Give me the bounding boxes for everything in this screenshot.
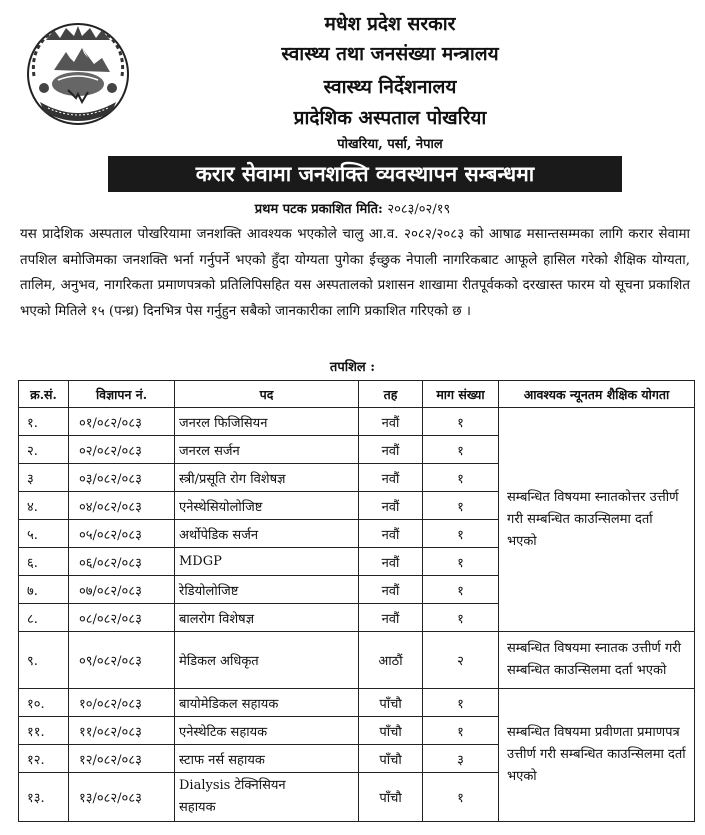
row-count: १ — [423, 604, 499, 632]
row-level: नवौं — [359, 464, 423, 492]
qualification-postgraduate: सम्बन्धित विषयमा स्नातकोत्तर उत्तीर्ण गरी सम्बन्धित काउन्सिलमा दर्ता भएको — [499, 408, 695, 632]
row-advertisement-no: १२/०८२/०८३ — [69, 745, 175, 773]
row-advertisement-no: १०/०८२/०८३ — [69, 689, 175, 717]
row-post: स्टाफ नर्स सहायक — [175, 745, 359, 773]
row-count: १ — [423, 773, 499, 822]
details-heading: तपशिल : — [329, 360, 376, 375]
row-count: ३ — [423, 745, 499, 773]
header-post: पद — [175, 381, 359, 408]
row-level: आठौं — [359, 632, 423, 689]
ministry-heading: स्वास्थ्य तथा जनसंख्या मन्त्रालय — [281, 43, 499, 65]
row-post: बायोमेडिकल सहायक — [175, 689, 359, 717]
row-post: अर्थोपेडिक सर्जन — [175, 520, 359, 548]
table-row — [19, 689, 695, 717]
province-government-heading: मधेश प्रदेश सरकार — [324, 13, 456, 35]
row-count: १ — [423, 717, 499, 745]
row-level: नवौं — [359, 436, 423, 464]
row-level: पाँचौ — [359, 745, 423, 773]
row-post: जनरल सर्जन — [175, 436, 359, 464]
nepal-government-emblem-icon — [24, 18, 132, 128]
row-level: पाँचौ — [359, 773, 423, 822]
row-level: पाँचौ — [359, 689, 423, 717]
notice-title-banner: करार सेवामा जनशक्ति व्यवस्थापन सम्बन्धमा — [108, 156, 622, 192]
row-level: नवौं — [359, 520, 423, 548]
header-level: तह — [359, 381, 423, 408]
row-post: एनेस्थेसियोलोजिष्ट — [175, 492, 359, 520]
row-serial: ६. — [19, 548, 69, 576]
table-row — [19, 408, 695, 436]
row-advertisement-no: ०४/०८२/०८३ — [69, 492, 175, 520]
row-advertisement-no: ०२/०८२/०८३ — [69, 436, 175, 464]
row-count: १ — [423, 576, 499, 604]
row-post: रेडियोलोजिष्ट — [175, 576, 359, 604]
row-serial: १२. — [19, 745, 69, 773]
publication-date-value: २०८३/०२/१९ — [387, 202, 451, 217]
hospital-heading: प्रादेशिक अस्पताल पोखरिया — [293, 107, 487, 129]
row-advertisement-no: १३/०८२/०८३ — [69, 773, 175, 822]
publication-date-label: प्रथम पटक प्रकाशित मिति: — [254, 202, 383, 217]
row-count: २ — [423, 632, 499, 689]
row-count: १ — [423, 436, 499, 464]
row-post-line2: सहायक — [179, 800, 216, 815]
row-post: बालरोग विशेषज्ञ — [175, 604, 359, 632]
row-advertisement-no: ०१/०८२/०८३ — [69, 408, 175, 436]
row-serial: ४. — [19, 492, 69, 520]
row-advertisement-no: ११/०८२/०८३ — [69, 717, 175, 745]
row-advertisement-no: ०३/०८२/०८३ — [69, 464, 175, 492]
row-serial: ११. — [19, 717, 69, 745]
row-count: १ — [423, 464, 499, 492]
row-serial: १३. — [19, 773, 69, 822]
row-advertisement-no: ०८/०८२/०८३ — [69, 604, 175, 632]
row-level: नवौं — [359, 604, 423, 632]
qualification-proficiency: सम्बन्धित विषयमा प्रवीणता प्रमाणपत्र उत्तीर्ण गरी सम्बन्धित काउन्सिलमा दर्ता भएको — [499, 689, 695, 822]
row-count: १ — [423, 548, 499, 576]
row-post: एनेस्थेटिक सहायक — [175, 717, 359, 745]
row-post: स्त्री/प्रसूति रोग विशेषज्ञ — [175, 464, 359, 492]
row-level: पाँचौ — [359, 717, 423, 745]
row-serial: ७. — [19, 576, 69, 604]
row-post: जनरल फिजिसियन — [175, 408, 359, 436]
row-post-line1: Dialysis टेक्निसियन — [179, 778, 286, 793]
row-level: नवौं — [359, 408, 423, 436]
row-post — [175, 773, 359, 822]
vacancy-table — [18, 380, 695, 822]
publication-date-line — [0, 199, 705, 217]
row-serial: ९. — [19, 632, 69, 689]
row-serial: ८. — [19, 604, 69, 632]
row-count: १ — [423, 408, 499, 436]
row-serial: २. — [19, 436, 69, 464]
row-advertisement-no: ०५/०८२/०८३ — [69, 520, 175, 548]
row-serial: १०. — [19, 689, 69, 717]
row-level: नवौं — [359, 492, 423, 520]
row-advertisement-no: ०९/०८२/०८३ — [69, 632, 175, 689]
row-count: १ — [423, 492, 499, 520]
row-post: MDGP — [175, 548, 359, 576]
row-advertisement-no: ०६/०८२/०८३ — [69, 548, 175, 576]
row-count: १ — [423, 520, 499, 548]
header-serial: क्र.सं. — [19, 381, 69, 408]
row-post: मेडिकल अधिकृत — [175, 632, 359, 689]
notice-body-paragraph: यस प्रादेशिक अस्पताल पोखरियामा जनशक्ति आवश्यक भएकोले चालु आ.व. २०८२/२०८३ को आषाढ मसान्तसम्मका लागि करार सेवामा तपशिल बमोजिमका जनशक्ति भर्ना गर्नुपर्ने भएको हुँदा योग्यता पुगेका ईच्छुक नेपाली नागरिकबाट आफूले हासिल गरेको शैक्षिक योग्यता, तालिम, अनुभव, नागरिकता प्रमाणपत्रको प्रतिलिपिसहित यस अस्पतालको प्रशासन शाखामा रीतपूर्वकको दरखास्त फारम यो सूचना प्रकाशित भएको मितिले १५ (पन्ध्र) दिनभित्र पेस गर्नुहुन सबैको जानकारीका लागि प्रकाशित गरिएको छ । — [20, 227, 690, 319]
qualification-bachelor: सम्बन्धित विषयमा स्नातक उत्तीर्ण गरी सम्बन्धित काउन्सिलमा दर्ता भएको — [499, 632, 695, 689]
header-advertisement-no: विज्ञापन नं. — [69, 381, 175, 408]
hospital-address: पोखरिया, पर्सा, नेपाल — [337, 137, 443, 152]
row-level: नवौं — [359, 548, 423, 576]
row-advertisement-no: ०७/०८२/०८३ — [69, 576, 175, 604]
row-serial: १. — [19, 408, 69, 436]
row-count: १ — [423, 689, 499, 717]
table-header-row — [19, 381, 695, 408]
directorate-heading: स्वास्थ्य निर्देशनालय — [323, 76, 457, 98]
header-demand-count: माग संख्या — [423, 381, 499, 408]
header-qualification: आवश्यक न्यूनतम शैक्षिक योगता — [499, 381, 695, 408]
row-serial: ३ — [19, 464, 69, 492]
table-row — [19, 632, 695, 689]
row-serial: ५. — [19, 520, 69, 548]
row-level: नवौं — [359, 576, 423, 604]
